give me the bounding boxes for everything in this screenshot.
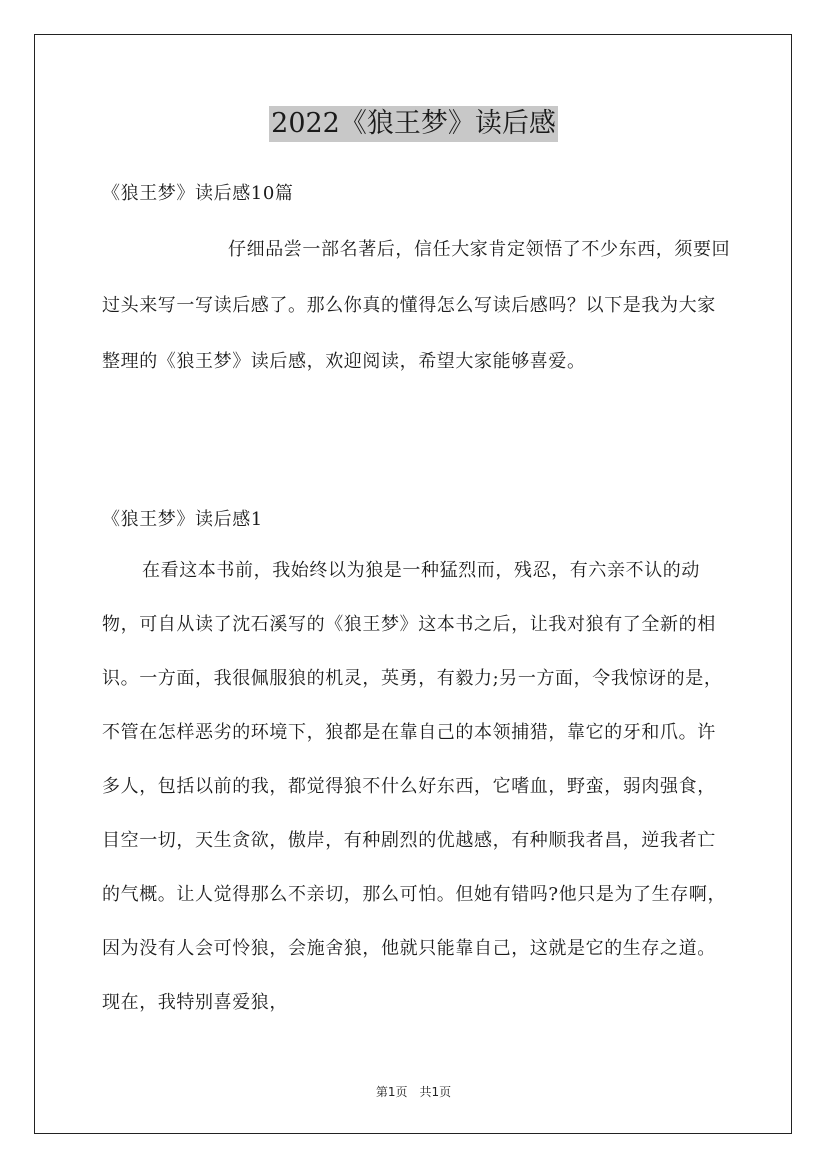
document-title-text: 2022《狼王梦》读后感 xyxy=(269,106,558,142)
section-heading: 《狼王梦》读后感1 xyxy=(102,509,263,530)
intro-paragraph: 仔细品尝一部名著后，信任大家肯定领悟了不少东西，须要回过头来写一写读后感了。那么你真的懂得怎么写读后感吗？以下是我为大家整理的《狼王梦》读后感，欢迎阅读，希望大家能够喜爱。 xyxy=(102,239,731,372)
section-body: 在看这本书前，我始终以为狼是一种猛烈而，残忍，有六亲不认的动物，可自从读了沈石溪写的《狼王梦》这本书之后，让我对狼有了全新的相识。一方面，我很佩服狼的机灵，英勇，有毅力;另一方面，令我惊讶的是，不管在怎样恶劣的环境下，狼都是在靠自己的本领捕猎，靠它的牙和爪。许多人，包括以前的我，都觉得狼不什么好东西，它嗜血，野蛮，弱肉强食，目空一切，天生贪欲，傲岸，有种剧烈的优越感，有种顺我者昌，逆我者亡的气概。让人觉得那么不亲切，那么可怕。但她有错吗?他只是为了生存啊，因为没有人会可怜狼，会施舍狼，他就只能靠自己，这就是它的生存之道。现在，我特别喜爱狼， xyxy=(102,560,727,1013)
document-title xyxy=(0,102,827,142)
page-footer: 第1页 共1页 xyxy=(375,1085,452,1099)
document-subtitle: 《狼王梦》读后感10篇 xyxy=(102,183,294,204)
